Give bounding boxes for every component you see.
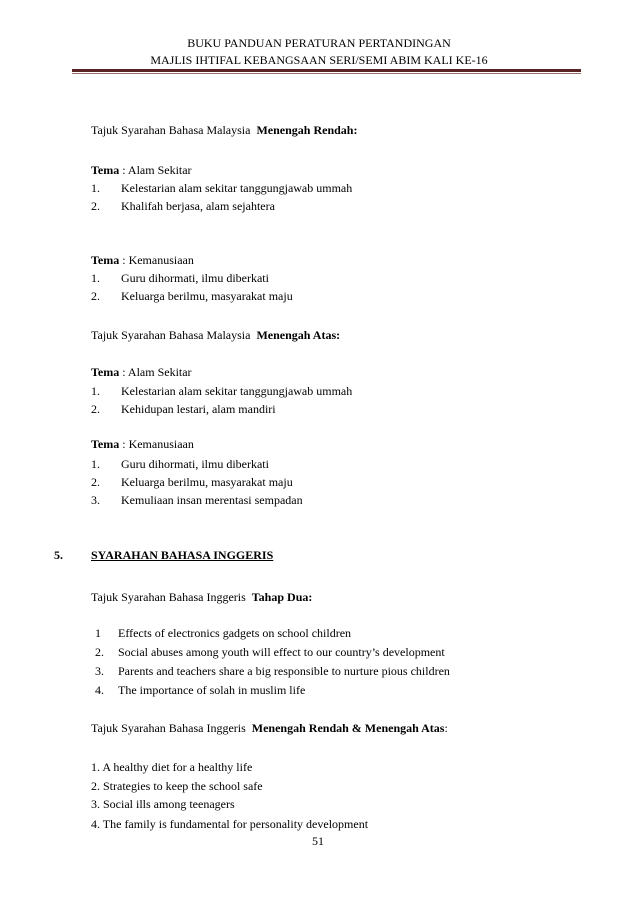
bm-rendah-tema-1: Tema : Alam Sekitar [91, 163, 192, 177]
bm-rendah-title: Tajuk Syarahan Bahasa Malaysia Menengah Rendah: [91, 123, 358, 137]
list-item: Guru dihormati, ilmu diberkati [121, 271, 269, 285]
list-number: 2. [91, 289, 100, 303]
bi-dua-title: Tajuk Syarahan Bahasa Inggeris Tahap Dua: [91, 590, 313, 604]
list-number: 2. [95, 645, 104, 659]
header-line-1: BUKU PANDUAN PERATURAN PERTANDINGAN [187, 36, 451, 50]
list-item: Guru dihormati, ilmu diberkati [121, 457, 269, 471]
list-item: Social abuses among youth will effect to our country’s development [118, 645, 445, 659]
list-number: 1. [91, 457, 100, 471]
bm-atas-tema-2: Tema : Kemanusiaan [91, 437, 194, 451]
header-line-2: MAJLIS IHTIFAL KEBANGSAAN SERI/SEMI ABIM KALI KE-16 [150, 53, 488, 67]
list-item: Kelestarian alam sekitar tanggungjawab ummah [121, 181, 353, 195]
list-item: The importance of solah in muslim life [118, 683, 306, 697]
list-number: 1 [95, 626, 101, 640]
list-item: Kehidupan lestari, alam mandiri [121, 402, 276, 416]
list-item: Khalifah berjasa, alam sejahtera [121, 199, 275, 213]
page-number: 51 [312, 834, 324, 848]
list-number: 1. [91, 271, 100, 285]
list-item: 3. Social ills among teenagers [91, 797, 235, 811]
list-item: Kelestarian alam sekitar tanggungjawab ummah [121, 384, 353, 398]
list-number: 4. [95, 683, 104, 697]
list-item: Kemuliaan insan merentasi sempadan [121, 493, 303, 507]
list-number: 3. [91, 493, 100, 507]
list-item: Effects of electronics gadgets on school children [118, 626, 352, 640]
header-divider-thin [72, 73, 581, 74]
bm-atas-tema-1: Tema : Alam Sekitar [91, 365, 192, 379]
list-number: 1. [91, 181, 100, 195]
list-item: Keluarga berilmu, masyarakat maju [121, 289, 293, 303]
list-number: 3. [95, 664, 104, 678]
list-item: 4. The family is fundamental for personality development [91, 817, 369, 831]
list-number: 2. [91, 402, 100, 416]
section-title: SYARAHAN BAHASA INGGERIS [91, 548, 274, 562]
list-item: 1. A healthy diet for a healthy life [91, 760, 253, 774]
bm-rendah-tema-2: Tema : Kemanusiaan [91, 253, 194, 267]
header-divider [72, 69, 581, 72]
bm-atas-title: Tajuk Syarahan Bahasa Malaysia Menengah Atas: [91, 328, 341, 342]
list-item: Keluarga berilmu, masyarakat maju [121, 475, 293, 489]
section-number: 5. [54, 548, 63, 562]
list-number: 2. [91, 199, 100, 213]
list-item: Parents and teachers share a big responsible to nurture pious children [118, 664, 450, 678]
bi-menengah-title: Tajuk Syarahan Bahasa Inggeris Menengah Rendah & Menengah Atas: [91, 721, 448, 735]
list-number: 2. [91, 475, 100, 489]
list-number: 1. [91, 384, 100, 398]
list-item: 2. Strategies to keep the school safe [91, 779, 263, 793]
